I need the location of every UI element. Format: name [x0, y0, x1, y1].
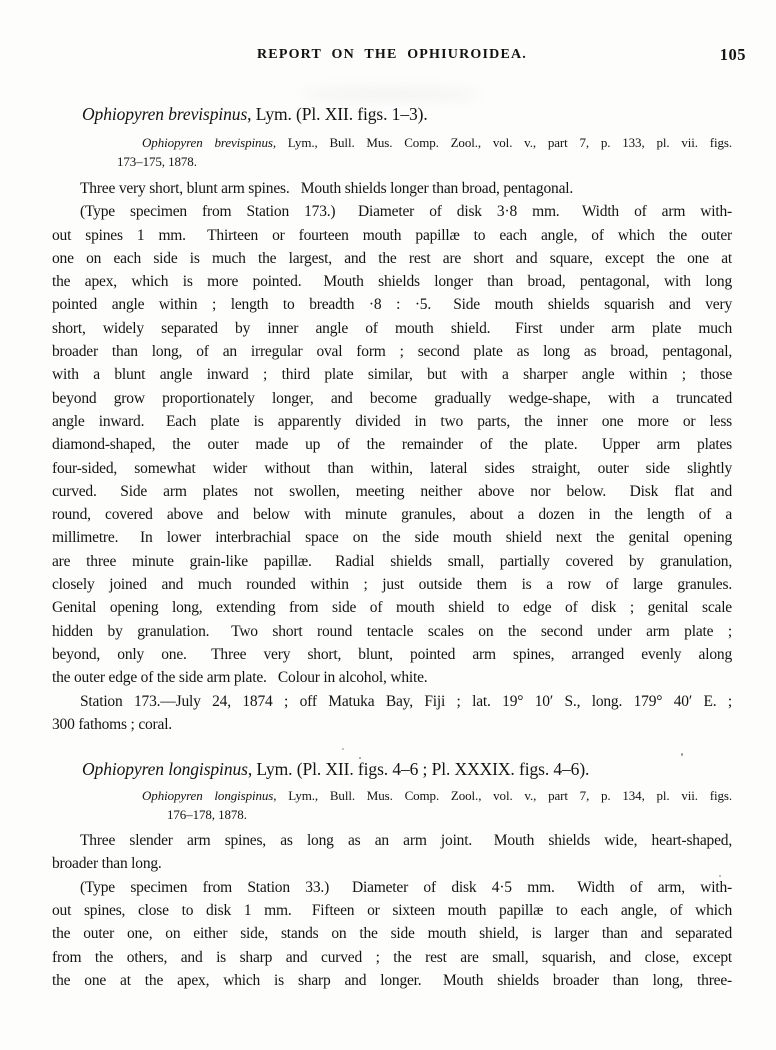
species-name-italic: Ophiopyren brevispinus — [82, 104, 248, 124]
text-line: pointed angle within ; length to breadth ·8 : ·5. Side mouth shields squarish and very — [52, 296, 732, 314]
text-line: closely joined and much rounded within ; just outside them is a row of large granules. — [52, 576, 732, 594]
text-line: broader than long, of an irregular oval form ; second plate as long as broad, pentagonal, — [52, 343, 732, 361]
station-paragraph — [52, 690, 732, 737]
text-line: Station 173.—July 24, 1874 ; off Matuka Bay, Fiji ; lat. 19° 10′ S., long. 179° 40′ E. ; — [80, 692, 732, 710]
text-line: Three very short, blunt arm spines. Mouth shields longer than broad, pentagonal. — [80, 180, 574, 197]
text-line: four-sided, somewhat wider without than within, lateral sides straight, outer side slightly — [52, 459, 732, 477]
species-heading — [82, 101, 732, 127]
description-paragraph — [52, 876, 732, 992]
scan-speck — [719, 875, 721, 877]
species-heading-rest: , Lym. (Pl. XII. figs. 4–6 ; Pl. XXXIX. figs. 4–6). — [247, 759, 590, 780]
text-line: short, widely separated by inner angle of mouth shield. First under arm plate much — [52, 319, 732, 337]
text-line: beyond grow proportionately longer, and become gradually wedge-shape, with a truncated — [52, 389, 732, 407]
text-line: from the others, and is sharp and curved ; the rest are small, squarish, and close, except — [52, 948, 732, 966]
text-line: the one at the apex, which is sharp and longer. Mouth shields broader than long, three- — [52, 971, 732, 989]
text-line: Genital opening long, extending from side of mouth shield to edge of disk ; genital scale — [52, 599, 732, 617]
species-section-longispinus — [52, 756, 732, 992]
text-line: out spines, close to disk 1 mm. Fifteen or sixteen mouth papillæ to each angle, of which — [52, 902, 732, 920]
diagnosis-paragraph — [52, 829, 732, 876]
species-name-italic: Ophiopyren longispinus — [82, 759, 248, 780]
text-line: Three slender arm spines, as long as an arm joint. Mouth shields wide, heart-shaped, — [80, 832, 732, 850]
text-line: one on each side is much the largest, and the rest are short and square, except the one at — [52, 249, 732, 267]
page-body — [52, 101, 732, 992]
citation-species-italic: Ophiopyren brevispinus — [142, 135, 273, 150]
scan-speck — [359, 757, 361, 759]
text-line: curved. Side arm plates not swollen, meeting neither above nor below. Disk flat and — [52, 482, 732, 500]
text-line: hidden by granulation. Two short round tentacle scales on the second under arm plate ; — [52, 622, 732, 640]
diagnosis-paragraph — [52, 177, 732, 200]
text-line: the apex, which is more pointed. Mouth shields longer than broad, pentagonal, with long — [52, 273, 732, 291]
running-header — [52, 45, 746, 65]
species-heading — [82, 756, 732, 782]
species-heading-rest: , Lym. (Pl. XII. figs. 1–3). — [247, 104, 428, 124]
text-line: 300 fathoms ; coral. — [52, 715, 172, 733]
text-line: millimetre. In lower interbrachial space on the side mouth shield next the genital opening — [52, 529, 732, 547]
citation-line-1 — [142, 133, 732, 152]
page-number: 105 — [719, 45, 746, 64]
text-line: (Type specimen from Station 173.) Diameter of disk 3·8 mm. Width of arm with- — [80, 203, 732, 221]
species-section-brevispinus — [52, 101, 732, 736]
citation-line-2: 176–178, 1878. — [167, 807, 247, 823]
scan-smudge — [300, 86, 480, 102]
text-line: diamond-shaped, the outer made up of the remainder of the plate. Upper arm plates — [52, 436, 732, 454]
text-line: the outer edge of the side arm plate. Colour in alcohol, white. — [52, 669, 428, 687]
citation-rest: , Lym., Bull. Mus. Comp. Zool., vol. v., part 7, p. 133, pl. vii. figs. — [272, 135, 732, 150]
description-paragraph — [52, 200, 732, 689]
scan-speck — [681, 753, 683, 756]
text-line: with a blunt angle inward ; third plate similar, but with a sharper angle within ; those — [52, 366, 732, 384]
text-line: (Type specimen from Station 33.) Diameter of disk 4·5 mm. Width of arm, with- — [80, 878, 732, 896]
synonymy-citation — [52, 786, 732, 824]
text-line: are three minute grain-like papillæ. Radial shields small, partially covered by granulation, — [52, 552, 732, 570]
citation-line-1 — [142, 786, 732, 805]
text-line: round, covered above and below with minute granules, about a dozen in the length of a — [52, 506, 732, 524]
citation-rest: , Lym., Bull. Mus. Comp. Zool., vol. v., part 7, p. 134, pl. vii. figs. — [273, 788, 733, 804]
text-line: the outer one, on either side, stands on the side mouth shield, is larger than and separated — [52, 925, 732, 943]
text-line: out spines 1 mm. Thirteen or fourteen mouth papillæ to each angle, of which the outer — [52, 226, 732, 244]
text-line: beyond, only one. Three very short, blunt, pointed arm spines, arranged evenly along — [52, 645, 732, 663]
citation-species-italic: Ophiopyren longispinus — [142, 788, 274, 804]
text-line: broader than long. — [52, 855, 162, 873]
citation-line-2: 173–175, 1878. — [117, 154, 197, 169]
header-title: REPORT ON THE OPHIUROIDEA. — [256, 47, 527, 62]
scan-speck — [342, 748, 344, 750]
synonymy-citation — [52, 133, 732, 171]
text-line: angle inward. Each plate is apparently divided in two parts, the inner one more or less — [52, 412, 732, 430]
